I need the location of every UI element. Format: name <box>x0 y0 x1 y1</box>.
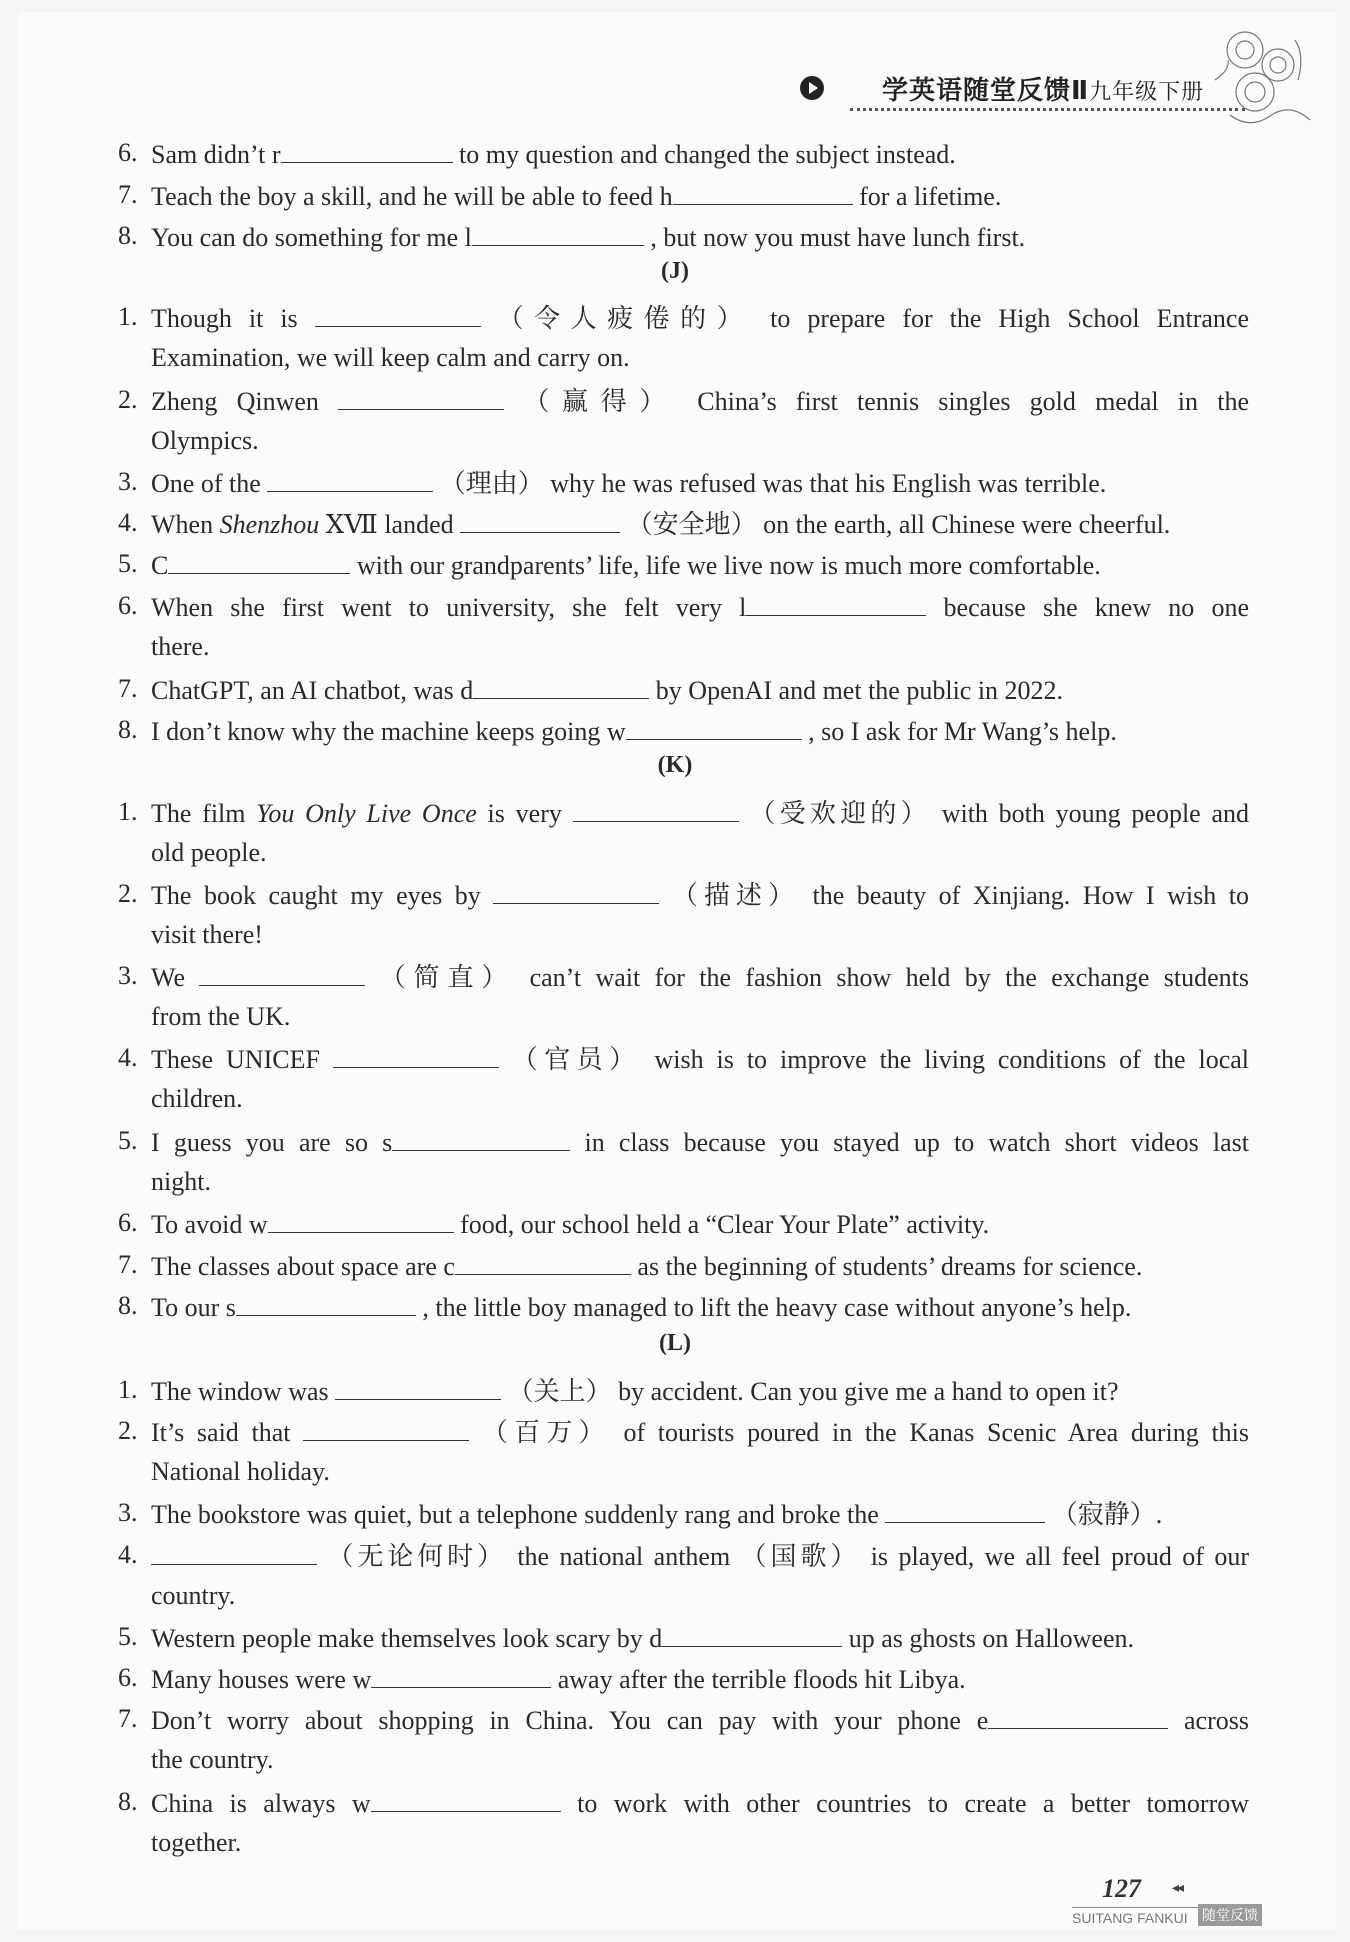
book-grade: 九年级下册 <box>1089 80 1205 105</box>
question-number: 7. <box>118 674 138 703</box>
question-number: 5. <box>118 549 138 578</box>
question-text: I don’t know why the machine keeps going w , so I ask for Mr Wang’s help. <box>151 713 1117 749</box>
answer-blank[interactable] <box>746 589 926 616</box>
answer-blank[interactable] <box>885 1496 1045 1523</box>
answer-blank[interactable] <box>455 1248 631 1275</box>
question-number: 8. <box>118 715 138 744</box>
question-text-cont: from the UK. <box>151 1002 291 1031</box>
question-number: 4. <box>118 1540 138 1569</box>
question-number: 2. <box>118 1416 138 1445</box>
question-text: The book caught my eyes by （描述） the beauty of Xinjiang. How I wish to <box>151 877 1249 913</box>
question-number: 5. <box>118 1622 138 1651</box>
question-number: 6. <box>118 138 138 167</box>
answer-blank[interactable] <box>472 219 644 246</box>
question-text-cont: there. <box>151 632 210 661</box>
question-text: Western people make themselves look scary by d up as ghosts on Halloween. <box>151 1620 1134 1656</box>
question-number: 2. <box>118 879 138 908</box>
question-number: 8. <box>118 1787 138 1816</box>
question-text-cont: National holiday. <box>151 1457 330 1486</box>
question-text: （无论何时） the national anthem （国歌） is played, we all feel proud of our <box>151 1538 1249 1574</box>
answer-blank[interactable] <box>267 465 433 492</box>
answer-blank[interactable] <box>315 300 481 327</box>
question-text-cont: the country. <box>151 1745 274 1774</box>
answer-blank[interactable] <box>371 1785 561 1812</box>
question-text: I guess you are so s in class because you stayed up to watch short videos last <box>151 1124 1249 1160</box>
answer-blank[interactable] <box>168 547 350 574</box>
italic-title: You Only Live Once <box>256 799 477 828</box>
footer-brand: SUITANG FANKUI <box>1072 1910 1188 1926</box>
book-title-text: 学英语随堂反馈Ⅱ <box>882 76 1090 106</box>
question-number: 7. <box>118 1704 138 1733</box>
footer-tag: 随堂反馈 <box>1198 1904 1262 1926</box>
question-text-cont: old people. <box>151 838 267 867</box>
question-text: We （简直） can’t wait for the fashion show held by the exchange students <box>151 959 1249 995</box>
answer-blank[interactable] <box>673 178 853 205</box>
question-number: 6. <box>118 1208 138 1237</box>
question-number: 3. <box>118 961 138 990</box>
answer-blank[interactable] <box>338 383 504 410</box>
page-number: 127 <box>1102 1874 1141 1903</box>
question-number: 6. <box>118 1663 138 1692</box>
question-number: 7. <box>118 180 138 209</box>
question-text: One of the （理由） why he was refused was that his English was terrible. <box>151 465 1106 501</box>
answer-blank[interactable] <box>335 1373 501 1400</box>
question-text-cont: night. <box>151 1167 211 1196</box>
answer-blank[interactable] <box>662 1620 842 1647</box>
question-text: Sam didn’t r to my question and changed the subject instead. <box>151 136 956 172</box>
question-number: 1. <box>118 302 138 331</box>
book-title <box>882 70 1204 107</box>
section-heading-l: (L) <box>659 1330 691 1356</box>
question-text: Many houses were w away after the terrible floods hit Libya. <box>151 1661 966 1697</box>
question-text: You can do something for me l , but now you must have lunch first. <box>151 219 1025 255</box>
question-text: Don’t worry about shopping in China. You can pay with your phone e across <box>151 1702 1249 1738</box>
question-number: 3. <box>118 1498 138 1527</box>
footer-rule <box>1072 1907 1198 1908</box>
italic-title: Shenzhou <box>219 510 320 539</box>
question-text: The bookstore was quiet, but a telephone suddenly rang and broke the （寂静）. <box>151 1496 1162 1532</box>
question-number: 3. <box>118 467 138 496</box>
answer-blank[interactable] <box>281 136 453 163</box>
question-number: 4. <box>118 508 138 537</box>
question-text: To avoid w food, our school held a “Clear Your Plate” activity. <box>151 1206 989 1242</box>
question-text: The window was （关上） by accident. Can you give me a hand to open it? <box>151 1373 1119 1409</box>
answer-blank[interactable] <box>460 506 620 533</box>
question-number: 6. <box>118 591 138 620</box>
play-icon <box>800 76 824 100</box>
answer-blank[interactable] <box>303 1414 469 1441</box>
answer-blank[interactable] <box>626 713 802 740</box>
question-number: 1. <box>118 797 138 826</box>
question-number: 4. <box>118 1043 138 1072</box>
answer-blank[interactable] <box>473 672 649 699</box>
answer-blank[interactable] <box>573 795 739 822</box>
flower-decoration-icon <box>1210 20 1320 140</box>
question-number: 1. <box>118 1375 138 1404</box>
page-header <box>790 66 1240 116</box>
question-text: When Shenzhou ⅩⅦ landed （安全地） on the earth, all Chinese were cheerful. <box>151 506 1170 542</box>
header-dotted-rule <box>850 108 1245 111</box>
question-text: C with our grandparents’ life, life we live now is much more comfortable. <box>151 547 1101 583</box>
question-text: The film You Only Live Once is very （受欢迎的） with both young people and <box>151 795 1249 831</box>
question-text-cont: Olympics. <box>151 426 259 455</box>
answer-blank[interactable] <box>493 877 659 904</box>
question-number: 5. <box>118 1126 138 1155</box>
question-text: Though it is （令人疲倦的） to prepare for the High School Entrance <box>151 300 1249 336</box>
question-text: These UNICEF （官员） wish is to improve the living conditions of the local <box>151 1041 1249 1077</box>
answer-blank[interactable] <box>371 1661 551 1688</box>
question-number: 8. <box>118 1291 138 1320</box>
answer-blank[interactable] <box>268 1206 454 1233</box>
answer-blank[interactable] <box>333 1041 499 1068</box>
question-text-cont: Examination, we will keep calm and carry on. <box>151 343 630 372</box>
section-heading-k: (K) <box>657 752 693 778</box>
answer-blank[interactable] <box>236 1289 416 1316</box>
question-number: 7. <box>118 1250 138 1279</box>
question-text-cont: visit there! <box>151 920 263 949</box>
question-number: 8. <box>118 221 138 250</box>
question-text: Zheng Qinwen （赢得） China’s first tennis singles gold medal in the <box>151 383 1249 419</box>
question-text: Teach the boy a skill, and he will be able to feed h for a lifetime. <box>151 178 1001 214</box>
question-text: It’s said that （百万） of tourists poured in the Kanas Scenic Area during this <box>151 1414 1249 1450</box>
answer-blank[interactable] <box>988 1702 1168 1729</box>
answer-blank[interactable] <box>199 959 365 986</box>
footer-arrows-icon: ◂◂ <box>1172 1881 1183 1896</box>
question-text-cont: children. <box>151 1084 243 1113</box>
question-number: 2. <box>118 385 138 414</box>
answer-blank[interactable] <box>392 1124 570 1151</box>
question-text: ChatGPT, an AI chatbot, was d by OpenAI and met the public in 2022. <box>151 672 1063 708</box>
answer-blank[interactable] <box>151 1538 317 1565</box>
question-text-cont: together. <box>151 1828 242 1857</box>
section-heading-j: (J) <box>661 258 689 284</box>
question-text: When she first went to university, she felt very l because she knew no one <box>151 589 1249 625</box>
question-text: To our s , the little boy managed to lift the heavy case without anyone’s help. <box>151 1289 1131 1325</box>
question-text: China is always w to work with other countries to create a better tomorrow <box>151 1785 1249 1821</box>
question-text: The classes about space are c as the beginning of students’ dreams for science. <box>151 1248 1142 1284</box>
question-text-cont: country. <box>151 1581 236 1610</box>
